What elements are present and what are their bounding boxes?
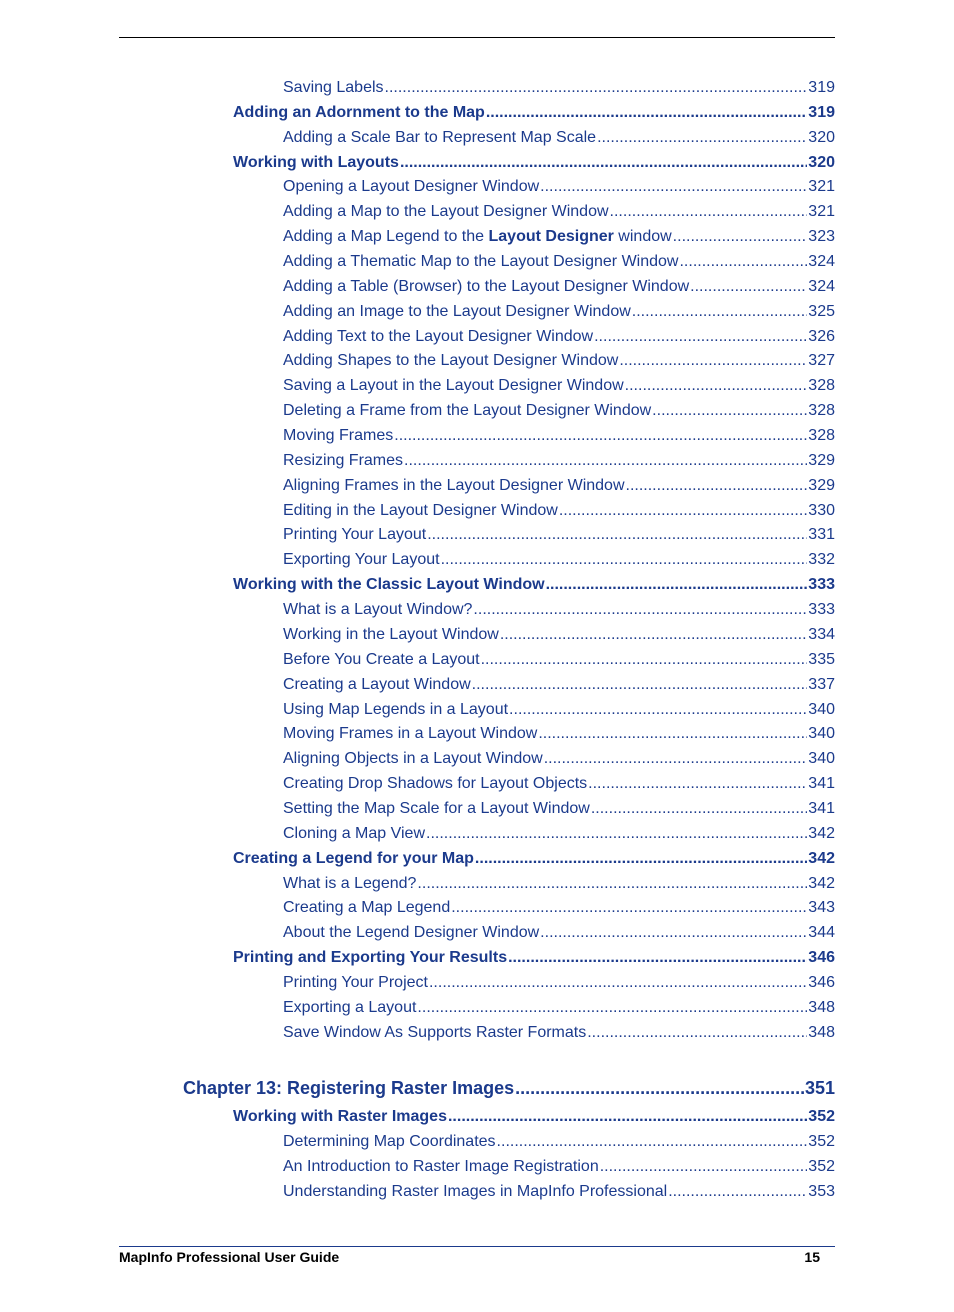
dot-leader (417, 873, 807, 895)
toc-entry-page: 321 (808, 178, 835, 196)
toc-entry-title: Adding a Scale Bar to Represent Map Scale (283, 128, 597, 146)
toc-entry-page: 334 (808, 625, 835, 643)
toc-subsection-entry[interactable] (283, 301, 835, 323)
dot-leader (417, 997, 807, 1019)
toc-entry-title: Adding a Table (Browser) to the Layout Designer Window (283, 277, 690, 295)
toc-subsection-entry[interactable] (283, 723, 835, 745)
dot-leader (587, 1022, 807, 1044)
toc-entry-title: Opening a Layout Designer Window (283, 178, 540, 196)
toc-subsection-entry[interactable] (283, 400, 835, 422)
toc-subsection-entry[interactable] (283, 425, 835, 447)
dot-leader (451, 897, 807, 919)
toc-subsection-entry[interactable] (283, 127, 835, 149)
dot-leader (588, 773, 807, 795)
toc-entry-page: 324 (808, 253, 835, 271)
toc-entry-title: Aligning Frames in the Layout Designer Window (283, 476, 625, 494)
toc-entry-title: Printing Your Layout (283, 526, 427, 544)
dot-leader (626, 475, 808, 497)
toc-entry-title: Printing Your Project (283, 973, 428, 991)
toc-entry-title: Determining Map Coordinates (283, 1133, 496, 1151)
toc-entry-page: 352 (808, 1158, 835, 1176)
toc-entry-title: Save Window As Supports Raster Formats (283, 1023, 587, 1041)
toc-entry-page: 340 (808, 725, 835, 743)
dot-leader (426, 823, 807, 845)
toc-entry-title: Moving Frames (283, 427, 394, 445)
toc-subsection-entry[interactable] (283, 1022, 835, 1044)
dot-leader (600, 1156, 808, 1178)
toc-entry-title: Creating a Legend for your Map (233, 849, 474, 867)
dot-leader (540, 176, 807, 198)
toc-entry-page: 330 (808, 501, 835, 519)
toc-entry-title: Working with Raster Images (233, 1108, 447, 1126)
toc-entry-page: 328 (808, 377, 835, 395)
toc-entry-title: Adding a Thematic Map to the Layout Designer Window (283, 253, 679, 271)
toc-section-entry[interactable] (233, 102, 835, 124)
toc-entry-page: 319 (808, 79, 835, 96)
toc-entry-title: Working with Layouts (233, 153, 399, 171)
toc-entry-page: 328 (808, 427, 835, 445)
dot-leader (500, 624, 807, 646)
toc-entry-title: Before You Create a Layout (283, 650, 480, 668)
toc-entry-title: Moving Frames in a Layout Window (283, 725, 538, 743)
dot-leader (486, 102, 807, 124)
toc-subsection-entry[interactable] (283, 326, 835, 348)
toc-section-entry[interactable] (233, 947, 835, 969)
toc-subsection-entry[interactable] (283, 524, 835, 546)
toc-entry-title-part: Adding a Map Legend to the (283, 228, 489, 246)
toc-entry-title: Working in the Layout Window (283, 625, 499, 643)
toc-subsection-entry[interactable] (283, 823, 835, 845)
toc-entry-title: Saving Labels (283, 79, 384, 96)
toc-entry-title: An Introduction to Raster Image Registration (283, 1158, 599, 1176)
toc-entry-title-part: Layout Designer (488, 228, 614, 246)
toc-entry-title: Creating a Layout Window (283, 675, 471, 693)
dot-leader (619, 350, 807, 372)
toc-entry-page: 329 (808, 476, 835, 494)
toc-chapter-entry[interactable] (183, 1077, 835, 1099)
footer-title: MapInfo Professional User Guide (119, 1249, 340, 1265)
dot-leader (679, 251, 807, 273)
toc-entry-page: 340 (808, 700, 835, 718)
toc-entry-page: 331 (808, 526, 835, 544)
dot-leader (673, 226, 808, 248)
toc-subsection-entry[interactable] (283, 972, 835, 994)
toc-entry-title: Adding an Image to the Layout Designer Window (283, 302, 631, 320)
toc-section-entry[interactable] (233, 152, 835, 174)
dot-leader (515, 1077, 804, 1099)
toc-entry-title: Creating Drop Shadows for Layout Objects (283, 775, 588, 793)
toc-subsection-entry[interactable] (283, 699, 835, 721)
toc-entry-page: 352 (808, 1133, 835, 1151)
header-rule (119, 37, 835, 38)
dot-leader (597, 127, 807, 149)
toc-subsection-entry[interactable] (283, 226, 835, 248)
toc-entry-page: 341 (808, 799, 835, 817)
toc-subsection-entry[interactable] (283, 748, 835, 770)
toc-entry-title: Exporting a Layout (283, 998, 417, 1016)
dot-leader (610, 201, 808, 223)
toc-entry-page: 352 (808, 1108, 835, 1126)
toc-subsection-entry[interactable] (283, 1156, 835, 1178)
toc-entry-title: Aligning Objects in a Layout Window (283, 750, 543, 768)
toc-subsection-entry[interactable] (283, 1181, 835, 1203)
toc-subsection-entry[interactable] (283, 77, 835, 99)
dot-leader (404, 450, 807, 472)
toc-subsection-entry[interactable] (283, 251, 835, 273)
toc-entry-page: 324 (808, 277, 835, 295)
toc-entry-title: Exporting Your Layout (283, 551, 440, 569)
toc-entry-title: Creating a Map Legend (283, 899, 451, 917)
toc-entry-page: 329 (808, 451, 835, 469)
toc-entry-title: Cloning a Map View (283, 824, 426, 842)
toc-entry-page: 342 (808, 824, 835, 842)
toc-entry-page: 320 (808, 153, 835, 171)
dot-leader (594, 326, 807, 348)
dot-leader (508, 947, 807, 969)
toc-entry-title-part: window (613, 228, 672, 246)
toc-entry-title: Adding Shapes to the Layout Designer Window (283, 352, 619, 370)
footer-page-number: 15 (804, 1249, 820, 1265)
dot-leader (559, 500, 807, 522)
toc-subsection-entry[interactable] (283, 350, 835, 372)
toc-entry-title: Chapter 13: Registering Raster Images (183, 1077, 515, 1098)
toc-subsection-entry[interactable] (283, 873, 835, 895)
dot-leader (544, 748, 808, 770)
toc-entry-title: Adding Text to the Layout Designer Window (283, 327, 594, 345)
toc-section-entry[interactable] (233, 574, 835, 596)
dot-leader (690, 276, 807, 298)
toc-entry-page: 348 (808, 1023, 835, 1041)
toc-subsection-entry[interactable] (283, 922, 835, 944)
dot-leader (448, 1106, 807, 1128)
toc-section-entry[interactable] (233, 848, 835, 870)
toc-entry-title: Saving a Layout in the Layout Designer Window (283, 377, 624, 395)
toc-entry-page: 332 (808, 551, 835, 569)
toc-entry-page: 333 (808, 576, 835, 594)
toc-entry-title: Setting the Map Scale for a Layout Window (283, 799, 590, 817)
toc-subsection-entry[interactable] (283, 599, 835, 621)
toc-subsection-entry[interactable] (283, 773, 835, 795)
toc-entry-title: Editing in the Layout Designer Window (283, 501, 558, 519)
toc-subsection-entry[interactable] (283, 997, 835, 1019)
dot-leader (538, 723, 807, 745)
dot-leader (394, 425, 807, 447)
toc-entry-page: 321 (808, 203, 835, 221)
dot-leader (481, 649, 808, 671)
toc-entry-title: Understanding Raster Images in MapInfo Professional (283, 1182, 668, 1200)
dot-leader (429, 972, 807, 994)
toc-subsection-entry[interactable] (283, 624, 835, 646)
toc-entry-title: Deleting a Frame from the Layout Designer Window (283, 402, 652, 420)
toc-subsection-entry[interactable] (283, 201, 835, 223)
toc-entry-page: 335 (808, 650, 835, 668)
toc-entry-page: 343 (808, 899, 835, 917)
dot-leader (472, 674, 808, 696)
toc-entry-title: About the Legend Designer Window (283, 924, 540, 942)
toc-subsection-entry[interactable] (283, 897, 835, 919)
toc-subsection-entry[interactable] (283, 276, 835, 298)
toc-section-entry[interactable] (233, 1106, 835, 1128)
dot-leader (475, 848, 807, 870)
toc-entry-page: 326 (808, 327, 835, 345)
toc-entry-page: 327 (808, 352, 835, 370)
dot-leader (668, 1181, 807, 1203)
toc-subsection-entry[interactable] (283, 375, 835, 397)
toc-entry-page: 346 (808, 973, 835, 991)
toc-entry-page: 337 (808, 675, 835, 693)
dot-leader (400, 152, 807, 174)
dot-leader (546, 574, 808, 596)
dot-leader (497, 1131, 808, 1153)
footer-rule (119, 1246, 835, 1247)
toc-subsection-entry[interactable] (283, 176, 835, 198)
toc-subsection-entry[interactable] (283, 450, 835, 472)
toc-entry-page: 353 (808, 1182, 835, 1200)
dot-leader (473, 599, 807, 621)
toc-subsection-entry[interactable] (283, 500, 835, 522)
dot-leader (540, 922, 807, 944)
toc-entry-page: 340 (808, 750, 835, 768)
toc-subsection-entry[interactable] (283, 649, 835, 671)
dot-leader (427, 524, 807, 546)
toc-entry-page: 344 (808, 924, 835, 942)
toc-entry-title: What is a Legend? (283, 874, 417, 892)
toc-entry-page: 323 (808, 228, 835, 246)
toc-subsection-entry[interactable] (283, 475, 835, 497)
toc-entry-page: 319 (808, 103, 835, 121)
toc-entry-title: What is a Layout Window? (283, 601, 473, 619)
toc-entry-page: 341 (808, 775, 835, 793)
toc-entry-page: 325 (808, 302, 835, 320)
toc-entry-page: 348 (808, 998, 835, 1016)
toc-entry-page: 320 (808, 128, 835, 146)
toc-entry-page: 342 (808, 849, 835, 867)
toc-entry-title: Working with the Classic Layout Window (233, 576, 545, 594)
dot-leader (625, 375, 808, 397)
toc-entry-page: 342 (808, 874, 835, 892)
toc-entry-title: Adding a Map to the Layout Designer Window (283, 203, 609, 221)
toc-subsection-entry[interactable] (283, 1131, 835, 1153)
toc-entry-title (283, 226, 672, 248)
toc-subsection-entry[interactable] (283, 549, 835, 571)
toc-subsection-entry[interactable] (283, 798, 835, 820)
dot-leader (652, 400, 807, 422)
toc-entry-page: 328 (808, 402, 835, 420)
toc-entry-title: Using Map Legends in a Layout (283, 700, 509, 718)
toc-subsection-entry[interactable] (283, 674, 835, 696)
toc-entry-page: 346 (808, 949, 835, 967)
toc-entry-title: Resizing Frames (283, 451, 404, 469)
dot-leader (441, 549, 808, 571)
toc-entry-page: 333 (808, 601, 835, 619)
dot-leader (509, 699, 807, 721)
dot-leader (632, 301, 808, 323)
toc-entry-title: Adding an Adornment to the Map (233, 103, 485, 121)
toc-entry-title: Printing and Exporting Your Results (233, 949, 508, 967)
dot-leader (591, 798, 807, 820)
toc-entry-page: 351 (804, 1077, 835, 1098)
dot-leader (385, 77, 808, 99)
